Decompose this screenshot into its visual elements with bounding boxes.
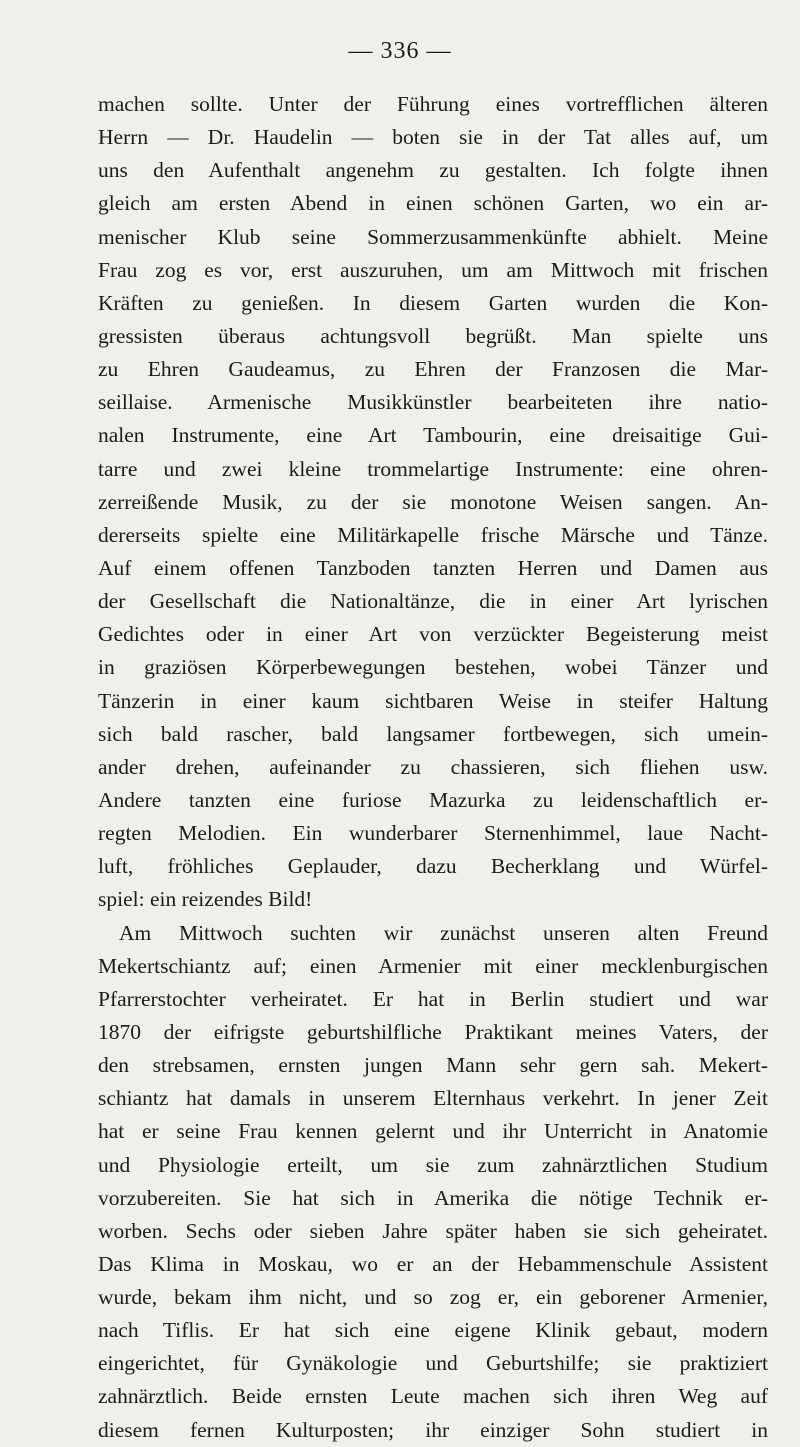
text-line: der Gesellschaft die Nationaltänze, die in einer Art lyrischen xyxy=(98,589,768,614)
text-line: seillaise. Armenische Musikkünstler bearbeiteten ihre natio- xyxy=(98,390,768,415)
text-line: tarre und zwei kleine trommelartige Instrumente: eine ohren- xyxy=(98,456,768,481)
text-line: Kräften zu genießen. In diesem Garten wurden die Kon- xyxy=(98,290,768,315)
text-line: ander drehen, aufeinander zu chassieren, sich fliehen usw. xyxy=(98,754,768,779)
text-line: gressisten überaus achtungsvoll begrüßt. Man spielte uns xyxy=(98,323,768,348)
text-line: Auf einem offenen Tanzboden tanzten Herren und Damen aus xyxy=(98,555,768,580)
text-line: regten Melodien. Ein wunderbarer Sternenhimmel, laue Nacht- xyxy=(98,821,768,846)
text-line: uns den Aufenthalt angenehm zu gestalten. Ich folgte ihnen xyxy=(98,158,768,183)
text-line: vorzubereiten. Sie hat sich in Amerika die nötige Technik er- xyxy=(98,1185,768,1210)
text-line: Pfarrerstochter verheiratet. Er hat in Berlin studiert und war xyxy=(98,986,768,1011)
text-line: Mekertschiantz auf; einen Armenier mit einer mecklenburgischen xyxy=(98,953,768,978)
text-line: zu Ehren Gaudeamus, zu Ehren der Franzosen die Mar- xyxy=(98,357,768,382)
text-line: wurde, bekam ihm nicht, und so zog er, ein geborener Armenier, xyxy=(98,1285,768,1310)
text-line: Frau zog es vor, erst auszuruhen, um am Mittwoch mit frischen xyxy=(98,257,768,282)
text-line: eingerichtet, für Gynäkologie und Geburtshilfe; sie praktiziert xyxy=(98,1351,768,1376)
text-line: machen sollte. Unter der Führung eines vortrefflichen älteren xyxy=(98,92,768,116)
text-line: Herrn — Dr. Haudelin — boten sie in der Tat alles auf, um xyxy=(98,125,768,150)
text-line: Tänzerin in einer kaum sichtbaren Weise in steifer Haltung xyxy=(98,688,768,713)
text-line: Gedichtes oder in einer Art von verzückter Begeisterung meist xyxy=(98,622,768,647)
text-line: Am Mittwoch suchten wir zunächst unseren alten Freund xyxy=(119,920,768,945)
text-line: worben. Sechs oder sieben Jahre später haben sie sich geheiratet. xyxy=(98,1218,768,1243)
text-line: den strebsamen, ernsten jungen Mann sehr gern sah. Mekert- xyxy=(98,1053,768,1078)
text-line: schiantz hat damals in unserem Elternhaus verkehrt. In jener Zeit xyxy=(98,1086,768,1111)
text-line: dererseits spielte eine Militärkapelle frische Märsche und Tänze. xyxy=(98,522,768,547)
text-line: Das Klima in Moskau, wo er an der Hebammenschule Assistent xyxy=(98,1251,768,1276)
text-line: nach Tiflis. Er hat sich eine eigene Klinik gebaut, modern xyxy=(98,1318,768,1343)
text-line: in graziösen Körperbewegungen bestehen, wobei Tänzer und xyxy=(98,655,768,680)
text-line: 1870 der eifrigste geburtshilfliche Praktikant meines Vaters, der xyxy=(98,1019,768,1044)
body-text xyxy=(98,88,768,1447)
text-line: menischer Klub seine Sommerzusammenkünfte abhielt. Meine xyxy=(98,224,768,249)
text-line: und Physiologie erteilt, um sie zum zahnärztlichen Studium xyxy=(98,1152,768,1177)
text-line: nalen Instrumente, eine Art Tambourin, eine dreisaitige Gui- xyxy=(98,423,768,448)
text-line: Andere tanzten eine furiose Mazurka zu leidenschaftlich er- xyxy=(98,787,768,812)
text-line: gleich am ersten Abend in einen schönen Garten, wo ein ar- xyxy=(98,191,768,216)
text-line: zerreißende Musik, zu der sie monotone Weisen sangen. An- xyxy=(98,489,768,514)
text-line: zahnärztlich. Beide ernsten Leute machen sich ihren Weg auf xyxy=(98,1384,768,1409)
text-line: diesem fernen Kulturposten; ihr einziger Sohn studiert in xyxy=(98,1417,768,1442)
page-number: — 336 — xyxy=(348,38,452,64)
text-line: luft, fröhliches Geplauder, dazu Becherklang und Würfel- xyxy=(98,854,768,879)
text-line: sich bald rascher, bald langsamer fortbewegen, sich umein- xyxy=(98,721,768,746)
text-line: hat er seine Frau kennen gelernt und ihr Unterricht in Anatomie xyxy=(98,1119,768,1144)
text-line: spiel: ein reizendes Bild! xyxy=(98,887,313,912)
